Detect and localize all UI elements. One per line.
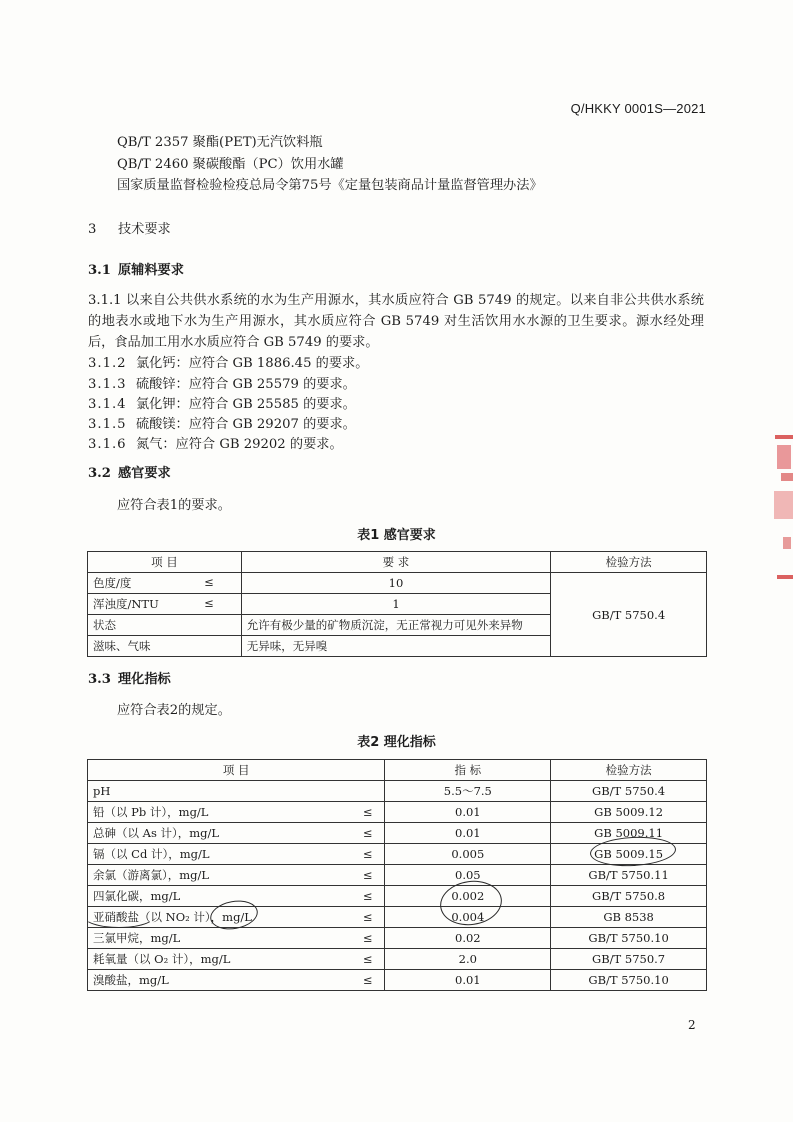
method-cell: GB/T 5750.11 [551, 865, 707, 886]
reference-order75: 国家质量监督检验检疫总局令第75号《定量包装商品计量监督管理办法》 [117, 178, 543, 193]
clause-text: 氯化钙：应符合 GB 1886.45 的要求。 [136, 356, 369, 371]
value-cell: 2.0 [385, 949, 551, 970]
operator-cell: ≤ [325, 907, 385, 928]
value-cell: 5.5～7.5 [385, 781, 551, 802]
operator-cell: ≤ [325, 844, 385, 865]
value-cell: 0.02 [385, 928, 551, 949]
clause-number: 3.1.6 [88, 437, 127, 452]
item-cell: 亚硝酸盐（以 NO₂ 计），mg/L [88, 907, 326, 928]
table-row [88, 886, 707, 907]
method-cell: GB 5009.12 [551, 802, 707, 823]
document-code: Q/HKKY 0001S—2021 [570, 101, 706, 116]
operator-cell: ≤ [325, 865, 385, 886]
requirement-cell: 允许有极少量的矿物质沉淀，无正常视力可见外来异物 [241, 615, 550, 636]
method-cell: GB 8538 [551, 907, 707, 928]
clause-number: 3.1.3 [88, 377, 127, 392]
clause-text: 氮气：应符合 GB 29202 的要求。 [136, 437, 343, 452]
method-cell: GB/T 5750.4 [551, 781, 707, 802]
clause-text: 氯化钾：应符合 GB 25585 的要求。 [136, 397, 356, 412]
value-cell: 0.01 [385, 823, 551, 844]
item-cell: 浑浊度/NTU ≤ [88, 594, 242, 615]
table-row [88, 865, 707, 886]
value-cell: 0.01 [385, 970, 551, 991]
table-2-physicochemical [87, 759, 707, 991]
table-row [88, 949, 707, 970]
table-header-row [88, 760, 707, 781]
item-cell: 溴酸盐，mg/L [88, 970, 326, 991]
column-header: 检验方法 [551, 552, 707, 573]
pen-underline-annotation [82, 902, 156, 928]
item-cell: 总砷（以 As 计），mg/L [88, 823, 326, 844]
item-cell: pH [88, 781, 326, 802]
value-cell: 0.01 [385, 802, 551, 823]
section-title: 原辅料要求 [118, 263, 184, 278]
paragraph-3-1-1: 3.1.1 以来自公共供水系统的水为生产用源水，其水质应符合 GB 5749 的规定。以来自非公共供水系统的地表水或地下水为生产用源水，其水质应符合 GB 5749 对生活饮用水水源的卫生要求。源水经处理后，食品加工用水水质应符合 GB 5749 的要求。 [88, 293, 704, 350]
table-header-row [88, 552, 707, 573]
clause-number: 3.1.2 [88, 356, 127, 371]
method-cell: GB/T 5750.10 [551, 970, 707, 991]
red-seal-stamp-icon [771, 425, 793, 590]
value-cell: 0.002 [385, 886, 551, 907]
clause-text: 硫酸锌：应符合 GB 25579 的要求。 [136, 377, 356, 392]
item-cell: 滋味、气味 [88, 636, 242, 657]
table-1-caption: 表1 感官要求 [357, 528, 436, 543]
section-3-1-heading [88, 259, 184, 278]
method-cell: GB/T 5750.7 [551, 949, 707, 970]
item-cell: 耗氧量（以 O₂ 计），mg/L [88, 949, 326, 970]
section-3-2-heading [88, 462, 171, 481]
item-cell: 余氯（游离氯），mg/L [88, 865, 326, 886]
item-cell: 铅（以 Pb 计），mg/L [88, 802, 326, 823]
section-number: 3.3 [88, 672, 111, 687]
clause-3-1-2 [88, 352, 368, 371]
item-cell: 三氯甲烷，mg/L [88, 928, 326, 949]
operator-cell: ≤ [325, 802, 385, 823]
page-number: 2 [688, 1018, 696, 1032]
clause-3-1-5 [88, 413, 356, 432]
reference-qbt2357: QB/T 2357 聚酯(PET)无汽饮料瓶 [117, 135, 323, 150]
section-title: 理化指标 [118, 672, 171, 687]
clause-3-1-6 [88, 433, 343, 452]
column-header: 指 标 [385, 760, 551, 781]
reference-qbt2460: QB/T 2460 聚碳酸酯（PC）饮用水罐 [117, 157, 344, 172]
operator-cell [325, 781, 385, 802]
method-cell: GB/T 5750.10 [551, 928, 707, 949]
table-1-sensory [87, 551, 707, 657]
operator-cell: ≤ [325, 928, 385, 949]
item-cell: 状态 [88, 615, 242, 636]
section-3-2-body: 应符合表1的要求。 [117, 498, 231, 513]
method-cell: GB/T 5750.8 [551, 886, 707, 907]
item-cell: 色度/度 ≤ [88, 573, 242, 594]
clause-number: 3.1.5 [88, 417, 127, 432]
table-row [88, 928, 707, 949]
value-cell: 0.004 [385, 907, 551, 928]
table-row [88, 802, 707, 823]
column-header: 检验方法 [551, 760, 707, 781]
column-header: 项 目 [88, 552, 242, 573]
operator-cell: ≤ [325, 970, 385, 991]
section-number: 3.2 [88, 466, 111, 481]
operator-cell: ≤ [325, 823, 385, 844]
value-cell: 0.05 [385, 865, 551, 886]
table-row [88, 970, 707, 991]
method-cell: GB 5009.11 [551, 823, 707, 844]
clause-3-1-3 [88, 373, 356, 392]
column-header: 要 求 [241, 552, 550, 573]
table-2-caption: 表2 理化指标 [357, 735, 436, 750]
section-3-3-heading [88, 668, 171, 687]
section-3-heading [88, 218, 171, 237]
value-cell: 0.005 [385, 844, 551, 865]
operator-cell: ≤ [325, 886, 385, 907]
operator-cell: ≤ [325, 949, 385, 970]
column-header: 项 目 [88, 760, 385, 781]
section-title: 感官要求 [118, 466, 171, 481]
clause-number: 3.1.4 [88, 397, 127, 412]
method-cell: GB 5009.15 [551, 844, 707, 865]
section-number: 3 [88, 222, 97, 237]
item-cell: 四氯化碳，mg/L [88, 886, 326, 907]
table-row [88, 781, 707, 802]
section-3-3-body: 应符合表2的规定。 [117, 703, 231, 718]
clause-3-1-4 [88, 393, 356, 412]
requirement-cell: 无异味，无异嗅 [241, 636, 550, 657]
requirement-cell: 10 [241, 573, 550, 594]
section-number: 3.1 [88, 263, 111, 278]
method-cell: GB/T 5750.4 [551, 573, 707, 657]
table-row [88, 907, 707, 928]
item-cell: 镉（以 Cd 计），mg/L [88, 844, 326, 865]
clause-text: 硫酸镁：应符合 GB 29207 的要求。 [136, 417, 356, 432]
requirement-cell: 1 [241, 594, 550, 615]
table-row [88, 573, 707, 594]
section-title: 技术要求 [118, 222, 171, 237]
